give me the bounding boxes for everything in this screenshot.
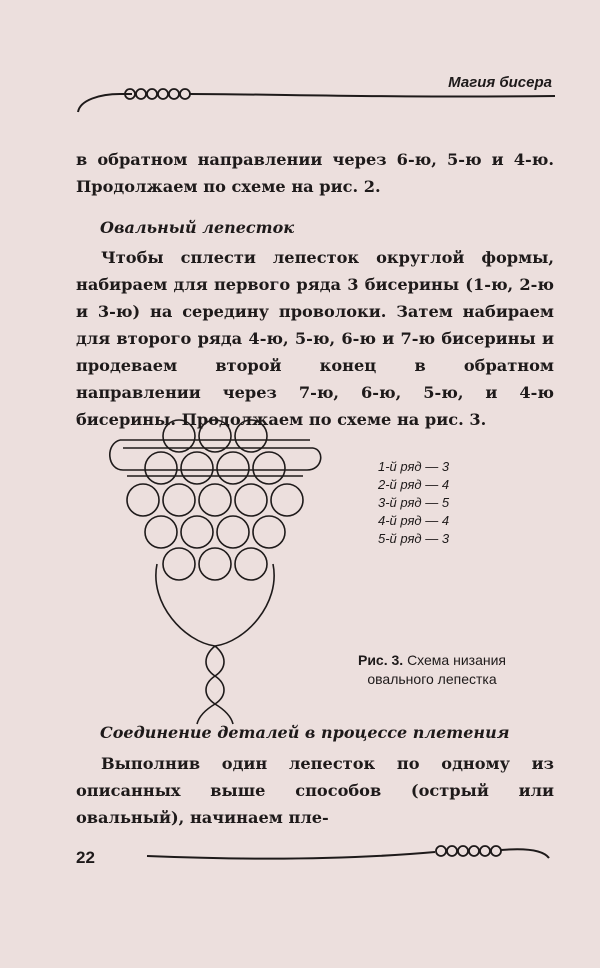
wire-stem-left (197, 646, 224, 724)
paragraph-joining: Выполнив один лепесток по одному из описанных выше способов (острый или овальный), начинаем пле- (76, 754, 554, 827)
bead-row3-2 (163, 484, 195, 516)
bead-row5-1 (163, 548, 195, 580)
figure-caption-text: Схема низания овального лепестка (367, 652, 506, 687)
running-title: Магия бисера (448, 74, 552, 91)
top-bead-ornament (70, 82, 600, 122)
bead-row2-2 (181, 452, 213, 484)
figure-caption-label: Рис. 3. (357, 652, 404, 668)
bead-row3-4 (235, 484, 267, 516)
bead-row3-5 (271, 484, 303, 516)
bead-row4-2 (181, 516, 213, 548)
wire-loop-lower (156, 564, 274, 646)
paragraph-continued: в обратном направлении через 6-ю, 5-ю и 4-ю. Продолжаем по схеме на рис. 2. (76, 150, 554, 196)
legend-row-5: 5-й ряд — 3 (378, 531, 450, 546)
bead-row2-4 (253, 452, 285, 484)
bottom-bead-ornament (145, 838, 565, 878)
bead-row4-4 (253, 516, 285, 548)
bead-row2-3 (217, 452, 249, 484)
rows-legend (378, 458, 449, 548)
oval-petal-scheme (100, 410, 360, 710)
paragraph-oval-petal: Чтобы сплести лепесток округлой формы, набираем для первого ряда 3 бисерины (1-ю, 2-ю и 3-ю) на середину проволоки. Затем набираем для второго ряда 4-ю, 5-ю, 6-ю и 7-ю бисерины и продеваем второй конец в обратном направлении через 7-ю, 6-ю, 5-ю, и 4-ю бисерины. Продолжаем по схеме на рис. 3. (76, 248, 554, 429)
wire-stem-right (206, 646, 233, 724)
bead-row5-2 (199, 548, 231, 580)
legend-row-1: 1-й ряд — 3 (378, 459, 450, 474)
bead-row2-1 (145, 452, 177, 484)
legend-row-4: 4-й ряд — 4 (378, 513, 450, 528)
bead-row3-3 (199, 484, 231, 516)
section-heading-joining: Соединение деталей в процессе плетения (100, 723, 510, 742)
bead-row5-3 (235, 548, 267, 580)
wire-loop-upper (110, 440, 321, 470)
figure-caption (342, 651, 522, 689)
bead-row4-1 (145, 516, 177, 548)
page-number: 22 (76, 848, 95, 867)
bead-row3-1 (127, 484, 159, 516)
bead-row4-3 (217, 516, 249, 548)
section-heading-oval-petal: Овальный лепесток (100, 218, 295, 237)
legend-row-3: 3-й ряд — 5 (378, 495, 450, 510)
legend-row-2: 2-й ряд — 4 (378, 477, 450, 492)
